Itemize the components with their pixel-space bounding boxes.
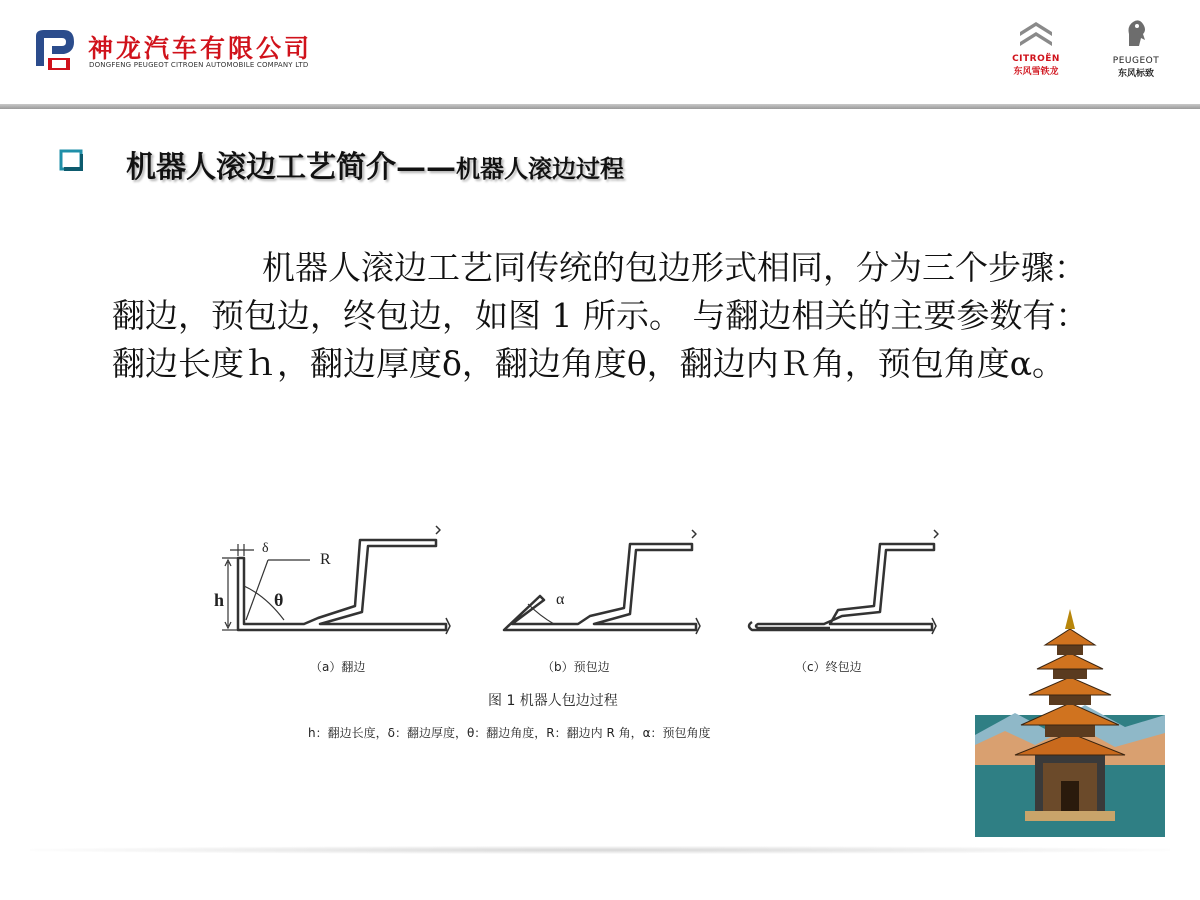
hemming-process-figure [210,520,950,750]
label-theta: θ [274,590,284,610]
figure-legend: h：翻边长度，δ：翻边厚度，θ：翻边角度，R：翻边内 R 角，α：预包角度 [308,726,711,740]
footer-divider [30,846,1170,854]
label-delta: δ [262,541,269,556]
figure-title: 图 1 机器人包边过程 [488,693,618,709]
caption-a: （a）翻边 [310,660,366,674]
company-logo-icon [30,26,78,74]
caption-b: （b）预包边 [542,660,610,674]
header-divider [0,104,1200,109]
citroen-wordmark: CITROËN [1012,54,1060,64]
square-bullet-icon [58,148,84,172]
slide-title [126,142,624,186]
pagoda-clipart-icon [975,605,1165,837]
peugeot-brand [1098,16,1174,79]
hemming-diagram [210,520,950,660]
slide-title-sub: 机器人滚边过程 [456,154,624,183]
label-h: h [214,590,225,610]
header [0,0,1200,104]
caption-c: （c）终包边 [795,660,862,674]
citroen-chevrons-icon [1016,18,1056,48]
slide-title-main: 机器人滚边工艺简介—— [126,150,456,185]
intro-paragraph: 机器人滚边工艺同传统的包边形式相同，分为三个步骤：翻边，预包边，终包边，如图 1 所示。 与翻边相关的主要参数有：翻边长度ｈ，翻边厚度δ，翻边角度θ，翻边内Ｒ角，预包角度α。 [112,248,1089,383]
peugeot-lion-icon [1119,16,1153,50]
company-name-cn: 神龙汽车有限公司 [88,34,313,63]
company-name-en: DONGFENG PEUGEOT CITROEN AUTOMOBILE COMPANY LTD [89,61,309,69]
citroen-cn: 东风雪铁龙 [1013,67,1059,77]
label-r: R [320,551,331,568]
peugeot-wordmark: PEUGEOT [1112,56,1160,66]
label-alpha: α [556,591,565,608]
citroen-brand [1000,18,1072,77]
peugeot-cn: 东风标致 [1117,69,1154,79]
